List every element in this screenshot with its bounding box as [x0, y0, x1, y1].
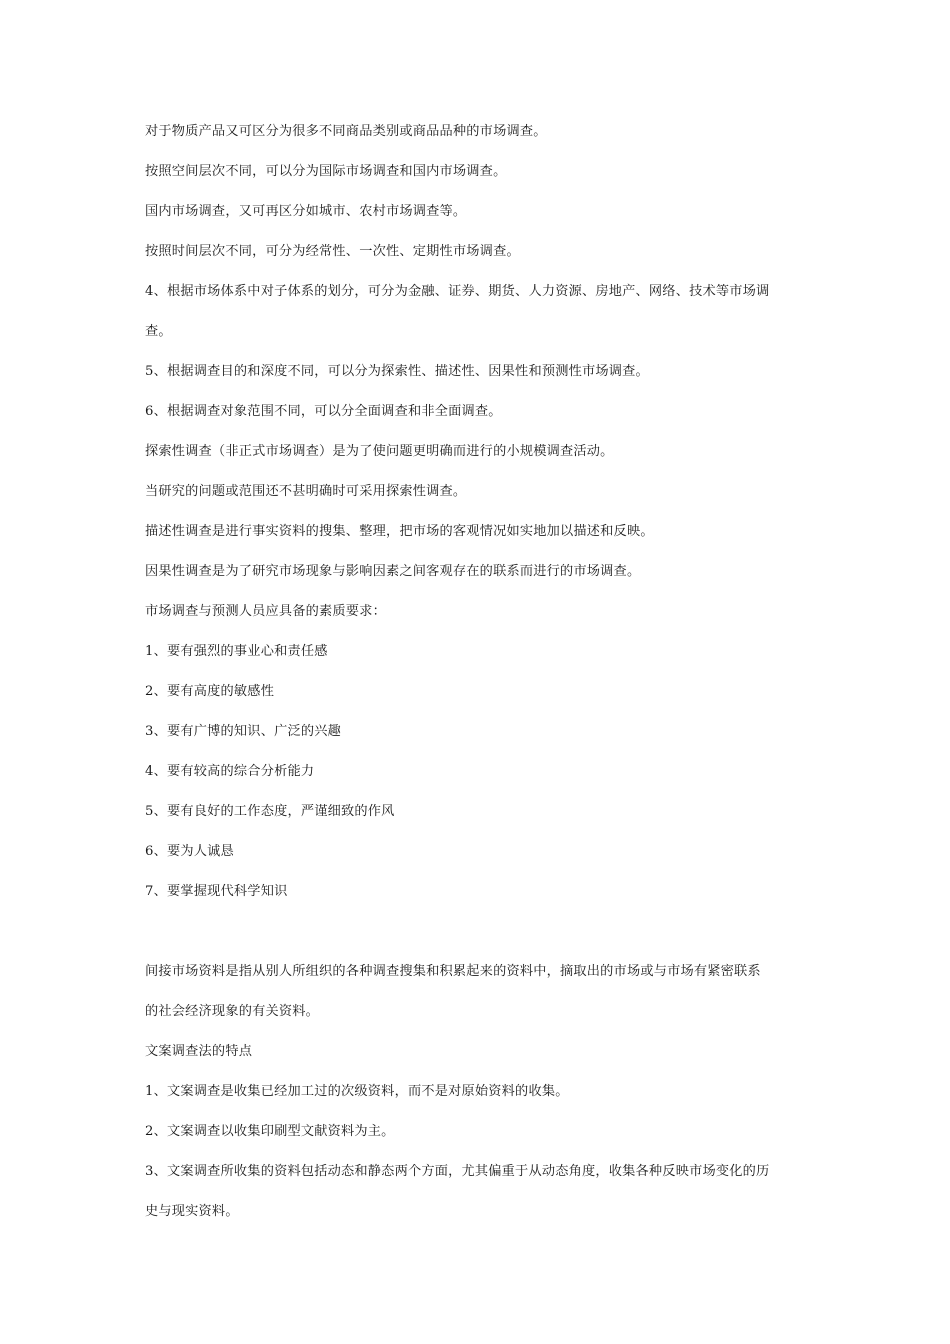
paragraph: 探索性调查（非正式市场调查）是为了使问题更明确而进行的小规模调查活动。 — [145, 444, 614, 459]
paragraph: 国内市场调查，又可再区分如城市、农村市场调查等。 — [145, 204, 467, 219]
paragraph-continuation: 的社会经济现象的有关资料。 — [145, 1004, 320, 1019]
document-page — [145, 122, 815, 1222]
paragraph: 按照空间层次不同，可以分为国际市场调查和国内市场调查。 — [145, 164, 507, 179]
paragraph: 按照时间层次不同，可分为经常性、一次性、定期性市场调查。 — [145, 244, 520, 259]
paragraph: 对于物质产品又可区分为很多不同商品类别或商品品种的市场调查。 — [145, 124, 547, 139]
list-item: 3、要有广博的知识、广泛的兴趣 — [145, 724, 342, 739]
list-item: 2、文案调查以收集印刷型文献资料为主。 — [145, 1124, 395, 1139]
list-item: 5、根据调查目的和深度不同，可以分为探索性、描述性、因果性和预测性市场调查。 — [145, 364, 649, 379]
list-item-continuation: 查。 — [145, 324, 172, 339]
list-item-continuation: 史与现实资料。 — [145, 1204, 239, 1219]
section-heading: 文案调查法的特点 — [145, 1044, 253, 1059]
section-heading: 市场调查与预测人员应具备的素质要求： — [145, 604, 386, 619]
paragraph: 描述性调查是进行事实资料的搜集、整理，把市场的客观情况如实地加以描述和反映。 — [145, 524, 654, 539]
list-item: 1、要有强烈的事业心和责任感 — [145, 644, 328, 659]
list-item: 3、文案调查所收集的资料包括动态和静态两个方面，尤其偏重于从动态角度，收集各种反映市场变化的历 — [145, 1164, 770, 1179]
paragraph: 当研究的问题或范围还不甚明确时可采用探索性调查。 — [145, 484, 467, 499]
paragraph: 因果性调查是为了研究市场现象与影响因素之间客观存在的联系而进行的市场调查。 — [145, 564, 641, 579]
list-item: 6、根据调查对象范围不同，可以分全面调查和非全面调查。 — [145, 404, 502, 419]
list-item: 1、文案调查是收集已经加工过的次级资料，而不是对原始资料的收集。 — [145, 1084, 569, 1099]
list-item: 4、要有较高的综合分析能力 — [145, 764, 315, 779]
list-item: 4、根据市场体系中对子体系的划分，可分为金融、证券、期货、人力资源、房地产、网络、技术等市场调 — [145, 284, 770, 299]
list-item: 7、要掌握现代科学知识 — [145, 884, 288, 899]
list-item: 2、要有高度的敏感性 — [145, 684, 275, 699]
list-item: 5、要有良好的工作态度，严谨细致的作风 — [145, 804, 395, 819]
list-item: 6、要为人诚恳 — [145, 844, 234, 859]
paragraph: 间接市场资料是指从别人所组织的各种调查搜集和积累起来的资料中，摘取出的市场或与市场有紧密联系 — [145, 964, 761, 979]
